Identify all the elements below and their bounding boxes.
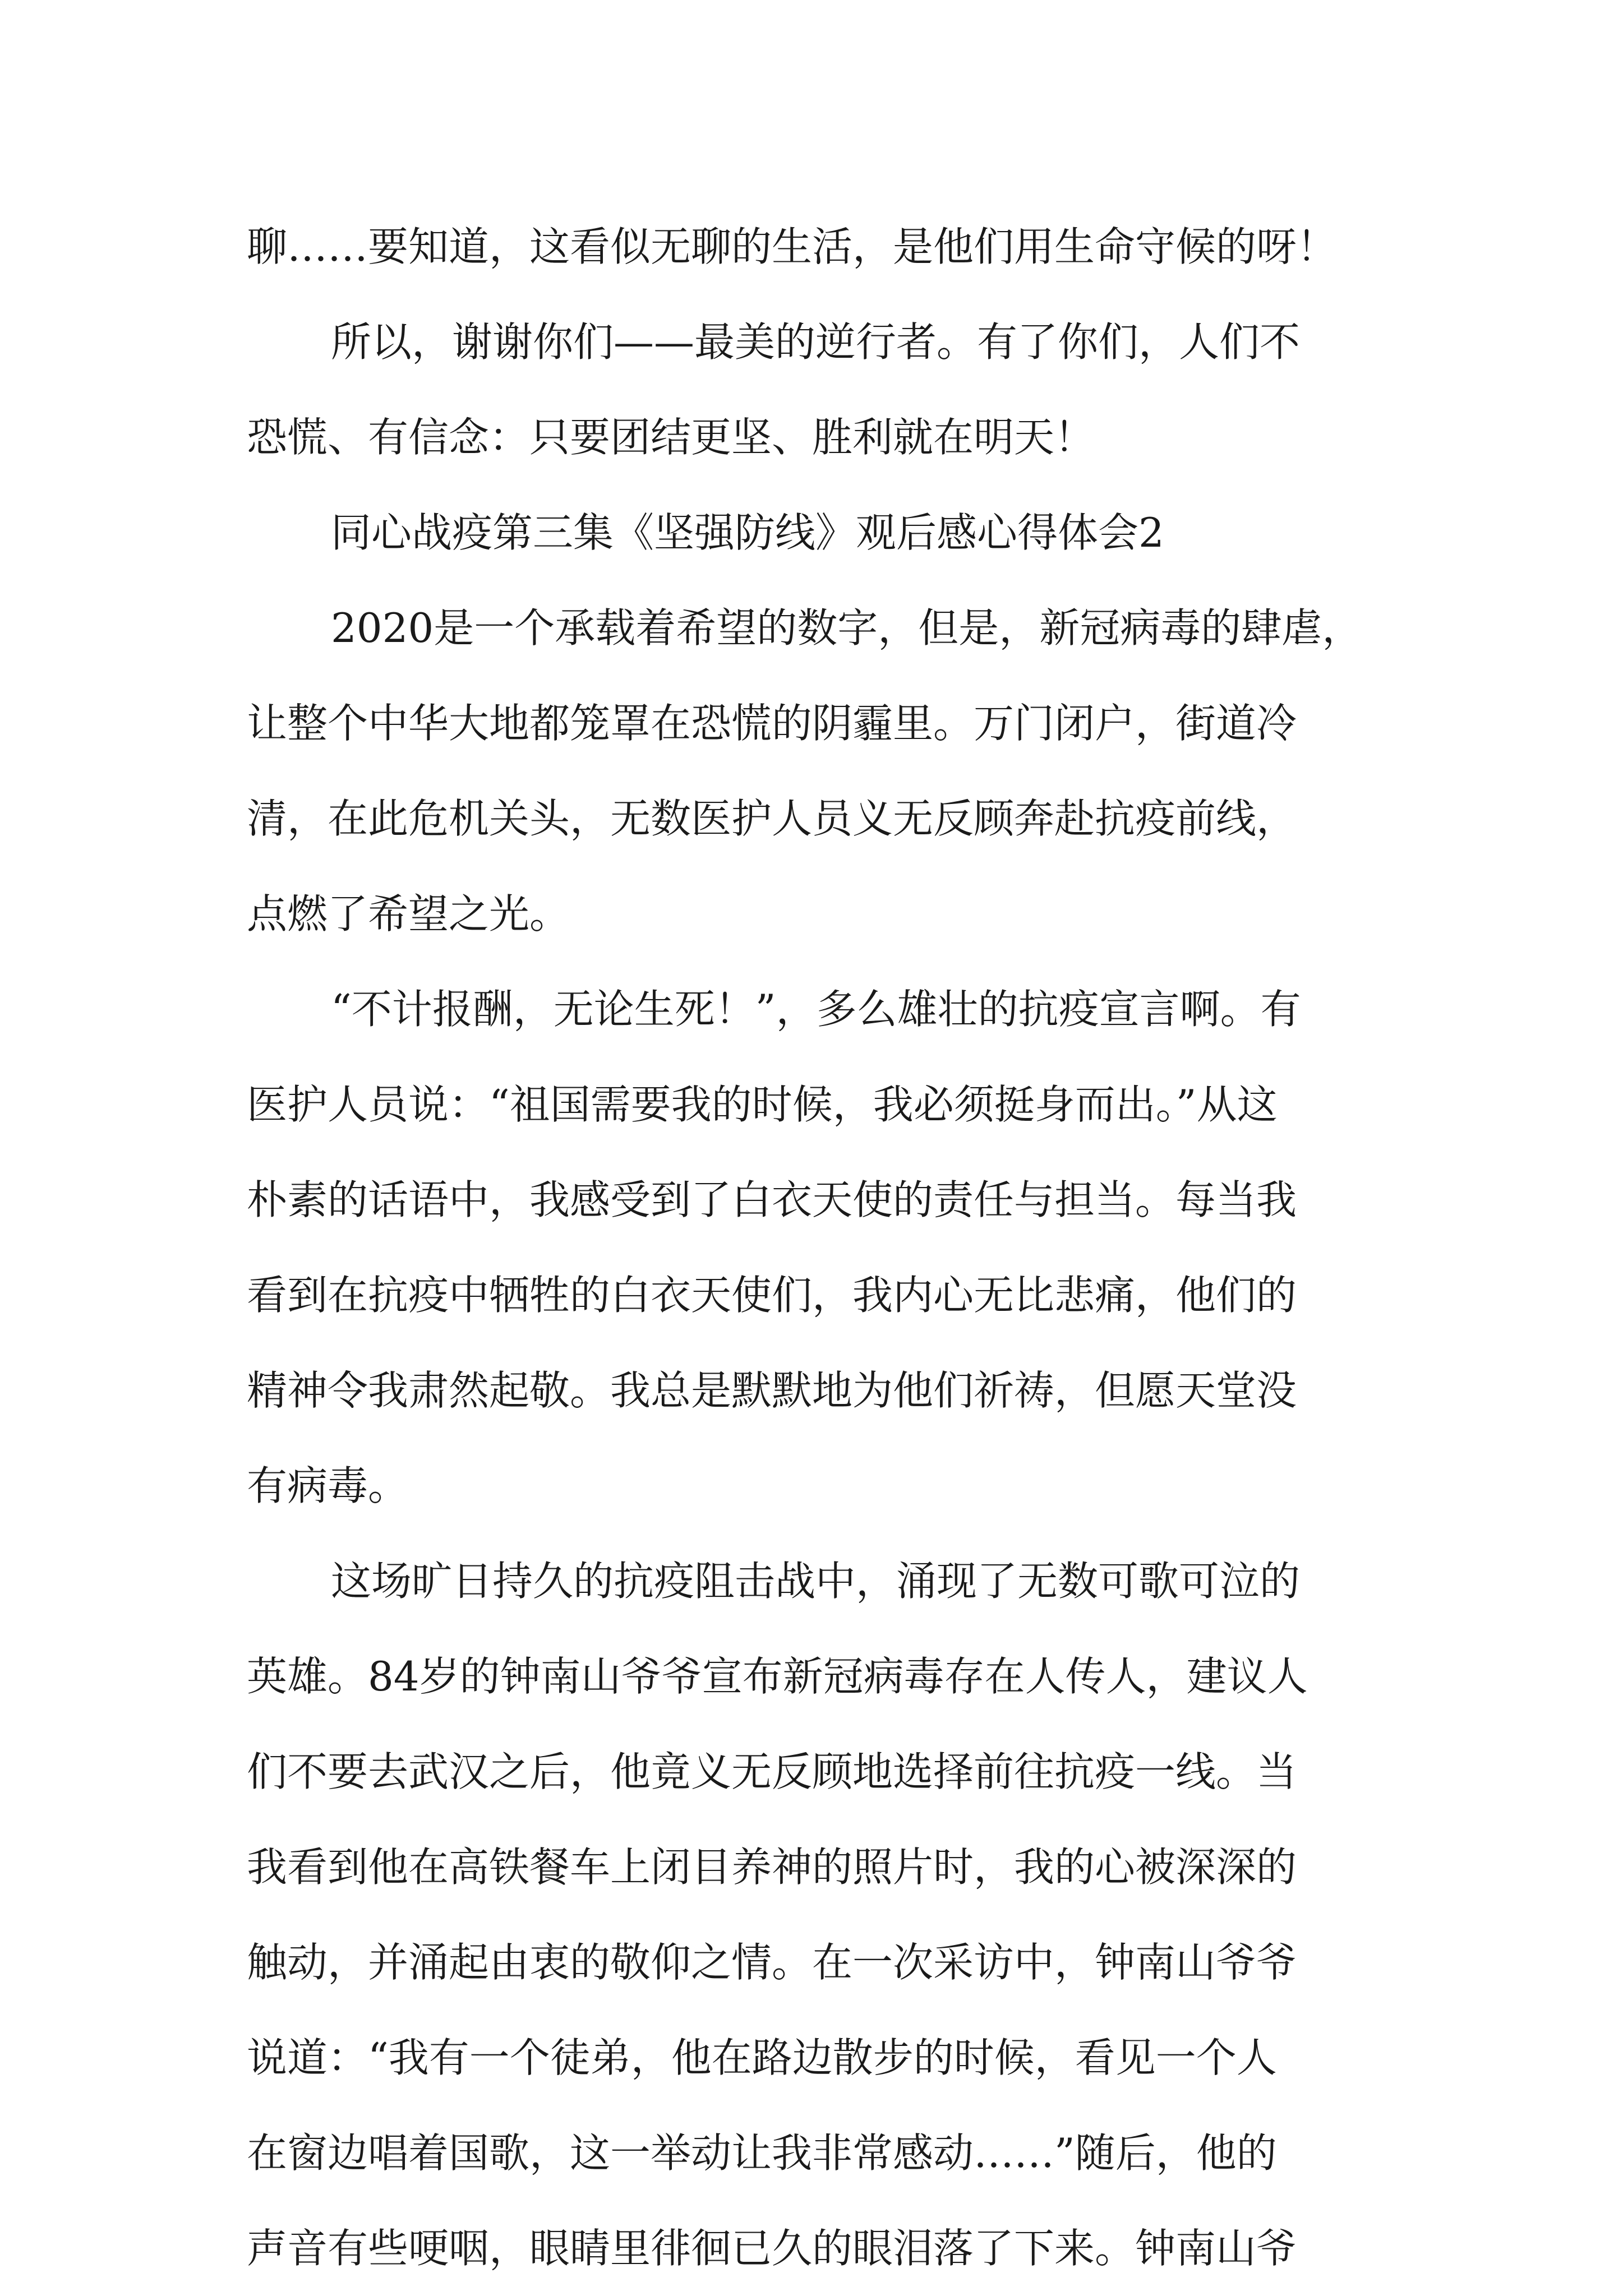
text-line: 触动，并涌起由衷的敬仰之情。在一次采访中，钟南山爷爷 bbox=[247, 1939, 1297, 1986]
text-line: 恐慌、有信念：只要团结更坚、胜利就在明天！ bbox=[247, 414, 1095, 461]
text-line: 让整个中华大地都笼罩在恐慌的阴霾里。万门闭户，街道冷 bbox=[247, 700, 1297, 747]
text-line: 聊……要知道，这看似无聊的生活，是他们用生命守候的呀！ bbox=[247, 223, 1338, 270]
text-line: 精神令我肃然起敬。我总是默默地为他们祈祷，但愿天堂没 bbox=[247, 1367, 1297, 1414]
text-line: 我看到他在高铁餐车上闭目养神的照片时，我的心被深深的 bbox=[247, 1844, 1297, 1891]
text-line: 看到在抗疫中牺牲的白衣天使们，我内心无比悲痛，他们的 bbox=[247, 1272, 1297, 1319]
section-heading: 同心战疫第三集《坚强防线》观后感心得体会2 bbox=[331, 509, 1164, 556]
text-line: 英雄。84岁的钟南山爷爷宣布新冠病毒存在人传人，建议人 bbox=[247, 1653, 1308, 1700]
text-line: 医护人员说：“祖国需要我的时候，我必须挺身而出。”从这 bbox=[247, 1081, 1278, 1128]
text-line: 点燃了希望之光。 bbox=[247, 890, 570, 937]
text-line: 在窗边唱着国歌，这一举动让我非常感动……”随后，他的 bbox=[247, 2129, 1277, 2177]
text-line: 们不要去武汉之后，他竟义无反顾地选择前往抗疫一线。当 bbox=[247, 1748, 1297, 1795]
text-line: 有病毒。 bbox=[247, 1462, 409, 1509]
text-line: 2020是一个承载着希望的数字，但是，新冠病毒的肆虐， bbox=[331, 604, 1363, 652]
text-line: 说道：“我有一个徒弟，他在路边散步的时候，看见一个人 bbox=[247, 2034, 1277, 2081]
text-line: 朴素的话语中，我感受到了白衣天使的责任与担当。每当我 bbox=[247, 1176, 1297, 1223]
text-line: 所以，谢谢你们——最美的逆行者。有了你们，人们不 bbox=[331, 318, 1301, 366]
text-line: 声音有些哽咽，眼睛里徘徊已久的眼泪落了下来。钟南山爷 bbox=[247, 2225, 1297, 2272]
text-line: 这场旷日持久的抗疫阻击战中，涌现了无数可歌可泣的 bbox=[331, 1558, 1301, 1605]
text-line: “不计报酬，无论生死！”，多么雄壮的抗疫宣言啊。有 bbox=[331, 986, 1301, 1033]
text-line: 清，在此危机关头，无数医护人员义无反顾奔赴抗疫前线， bbox=[247, 795, 1297, 842]
